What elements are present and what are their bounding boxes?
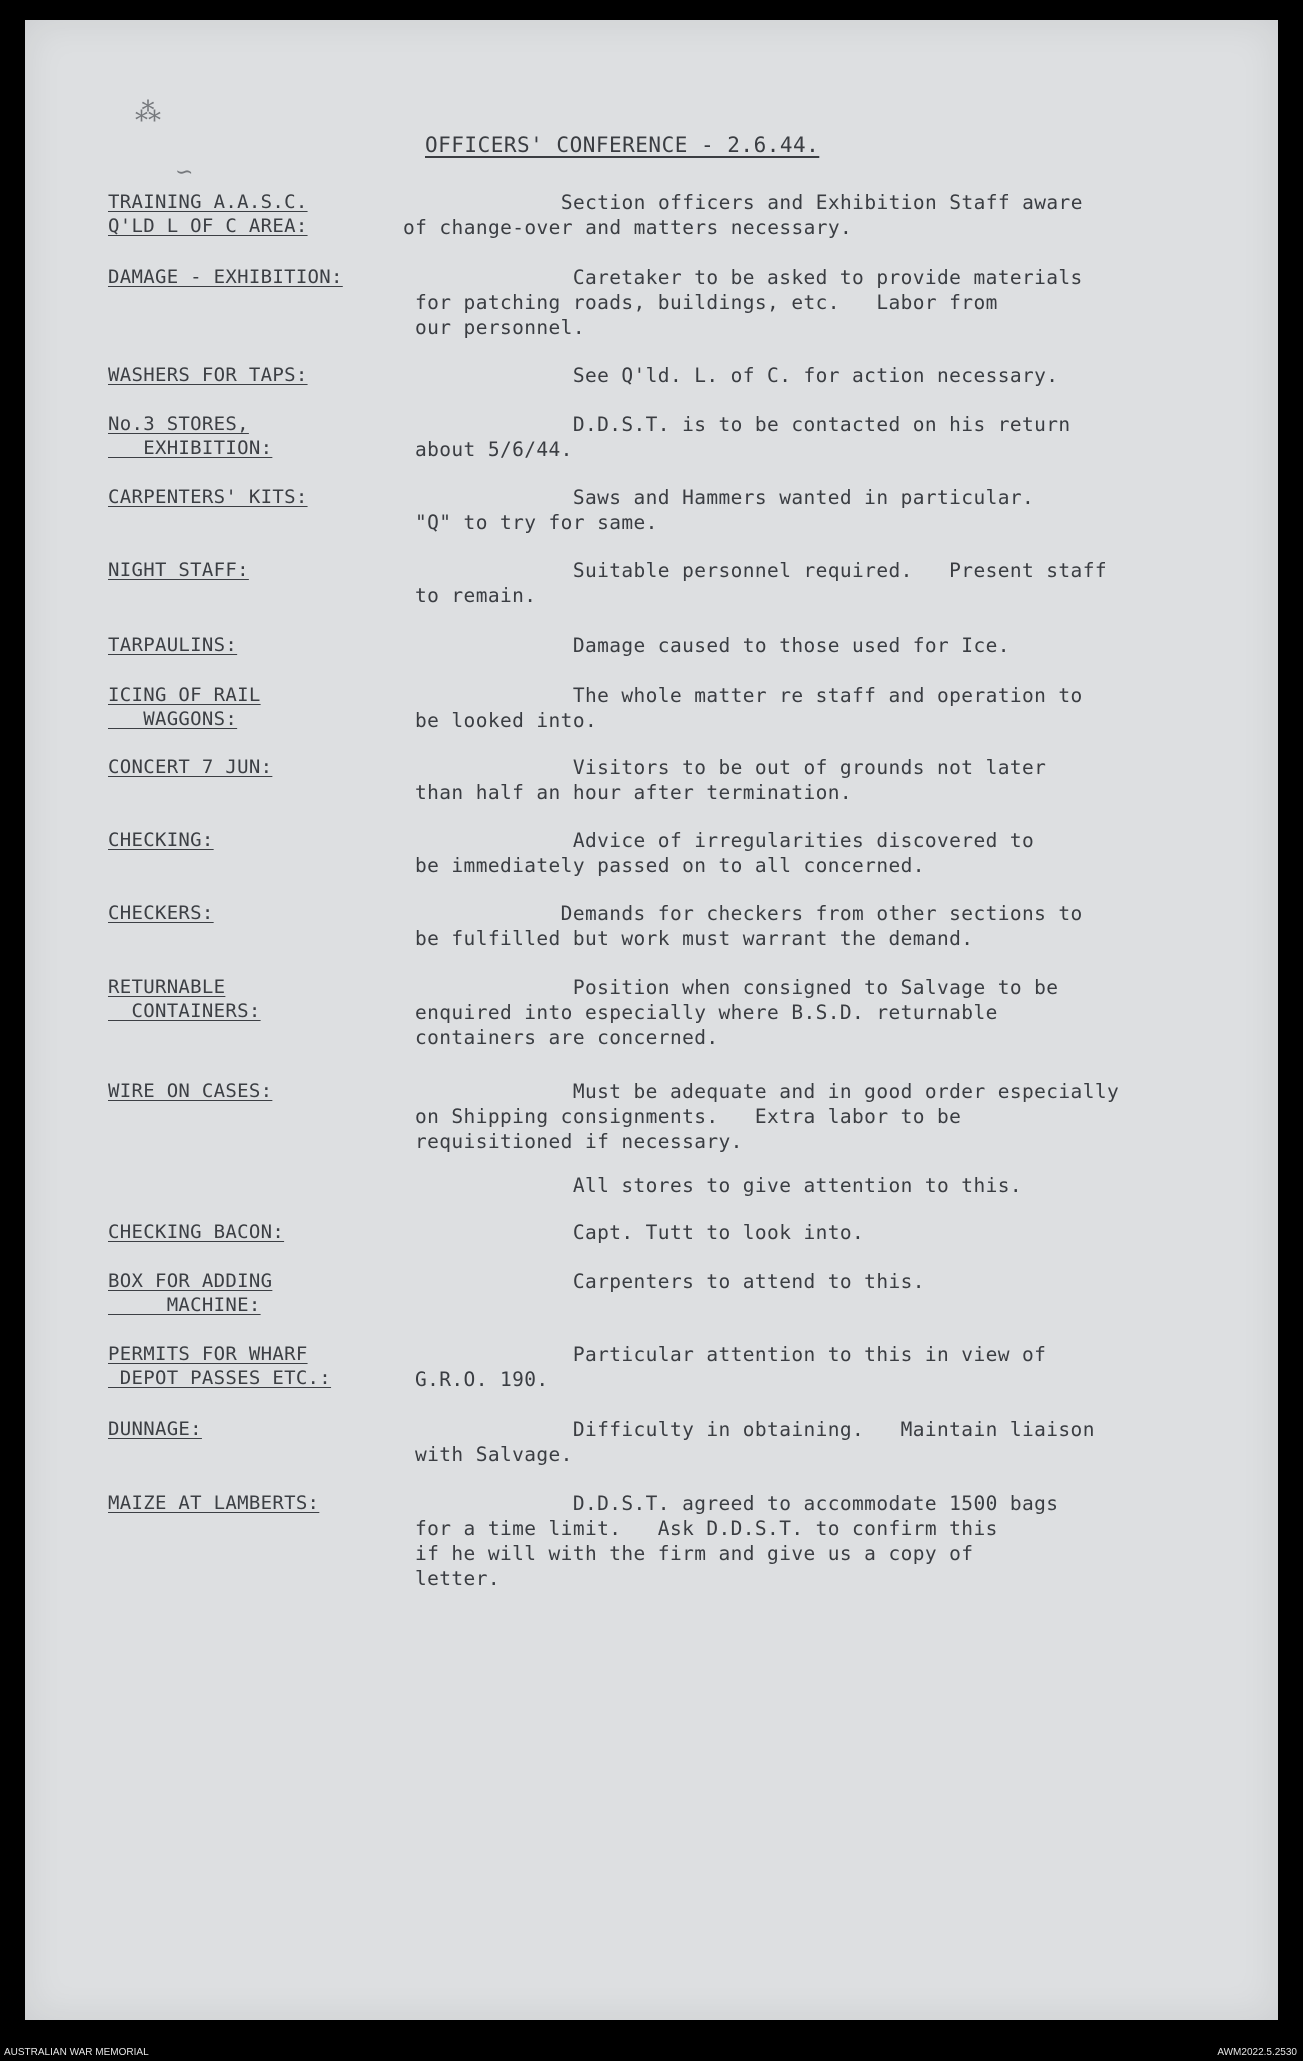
- entry-label: WASHERS FOR TAPS:: [108, 364, 308, 386]
- entry-text: D.D.S.T. is to be contacted on his return about 5/6/44.: [415, 413, 1071, 461]
- entry-label: CHECKING BACON:: [108, 1221, 285, 1243]
- entry-label: ICING OF RAIL WAGGONS:: [108, 684, 261, 730]
- entry-text: Saws and Hammers wanted in particular. "Q" to try for same.: [415, 486, 1035, 534]
- entry-text: Particular attention to this in view of G.R.O. 190.: [415, 1343, 1047, 1391]
- entry-text: Damage caused to those used for Ice.: [415, 634, 1010, 657]
- entry-label: DUNNAGE:: [108, 1418, 202, 1440]
- entry-text: Section officers and Exhibition Staff aware of change-over and matters necessary.: [403, 191, 1083, 239]
- entry-text: See Q'ld. L. of C. for action necessary.: [415, 364, 1059, 387]
- entry-text: Carpenters to attend to this.: [415, 1270, 925, 1293]
- document-page: [25, 20, 1278, 2020]
- entry-text: Capt. Tutt to look into.: [415, 1221, 865, 1244]
- entry-label: MAIZE AT LAMBERTS:: [108, 1492, 320, 1514]
- entry-text: Caretaker to be asked to provide materials for patching roads, buildings, etc. Labor from our personnel.: [415, 266, 1083, 339]
- footer-credit: AUSTRALIAN WAR MEMORIAL: [4, 2047, 149, 2058]
- entry-label: TARPAULINS:: [108, 634, 238, 656]
- entry-text: Must be adequate and in good order especially on Shipping consignments. Extra labor to be requisitioned if necessary.: [415, 1080, 1120, 1153]
- entry-label: WIRE ON CASES:: [108, 1080, 273, 1102]
- entry-label: RETURNABLE CONTAINERS:: [108, 976, 261, 1022]
- entry-text: Difficulty in obtaining. Maintain liaison with Salvage.: [415, 1418, 1095, 1466]
- entry-label: BOX FOR ADDING MACHINE:: [108, 1270, 273, 1316]
- entry-text: The whole matter re staff and operation to be looked into.: [415, 684, 1083, 732]
- entry-label: DAMAGE - EXHIBITION:: [108, 266, 343, 288]
- entry-text: Demands for checkers from other sections to be fulfilled but work must warrant the demand.: [415, 902, 1083, 950]
- entry-label: CHECKERS:: [108, 902, 214, 924]
- footer-reference: AWM2022.5.2530: [1217, 2047, 1297, 2058]
- entry-label: TRAINING A.A.S.C. Q'LD L OF C AREA:: [108, 191, 308, 237]
- entry-text: D.D.S.T. agreed to accommodate 1500 bags for a time limit. Ask D.D.S.T. to confirm this if he will with the firm and give us a copy of letter.: [415, 1492, 1059, 1590]
- entry-text: Position when consigned to Salvage to be enquired into especially where B.S.D. returnable containers are concerned.: [415, 976, 1059, 1049]
- entry-label: CONCERT 7 JUN:: [108, 756, 273, 778]
- handwritten-mark: ∽: [175, 160, 194, 185]
- entry-label: No.3 STORES, EXHIBITION:: [108, 413, 273, 459]
- entry-text: Visitors to be out of grounds not later than half an hour after termination.: [415, 756, 1047, 804]
- entry-text: Suitable personnel required. Present staff to remain.: [415, 559, 1107, 607]
- page-title: OFFICERS' CONFERENCE - 2.6.44.: [425, 133, 820, 157]
- entry-label: NIGHT STAFF:: [108, 559, 249, 581]
- entry-text: Advice of irregularities discovered to be immediately passed on to all concerned.: [415, 829, 1035, 877]
- entry-label: CARPENTERS' KITS:: [108, 486, 308, 508]
- entry-label: CHECKING:: [108, 829, 214, 851]
- entry-text: All stores to give attention to this.: [415, 1174, 1022, 1197]
- handwritten-mark: ⁂: [135, 98, 161, 128]
- entry-label: PERMITS FOR WHARF DEPOT PASSES ETC.:: [108, 1343, 332, 1389]
